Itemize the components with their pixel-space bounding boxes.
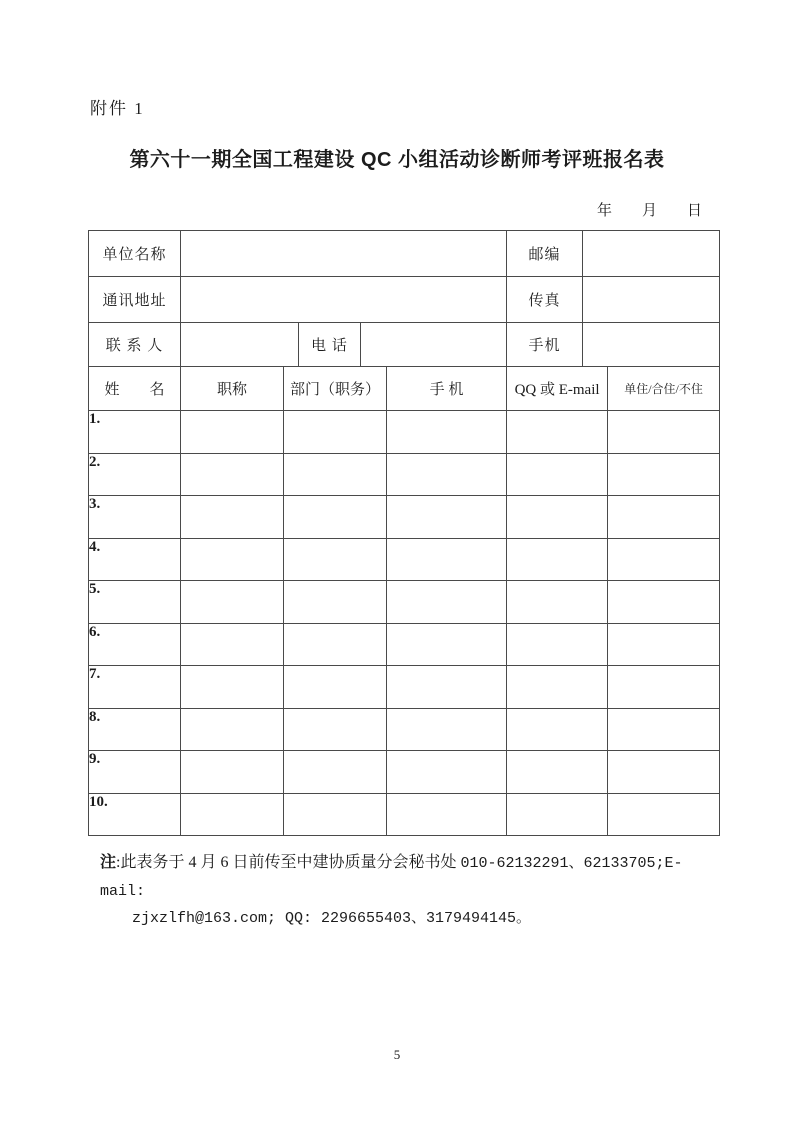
address-row bbox=[89, 277, 720, 323]
empty-cell bbox=[387, 496, 507, 539]
table-header-row bbox=[89, 367, 720, 411]
date-line: 年 月 日 bbox=[596, 203, 702, 219]
empty-cell bbox=[608, 793, 720, 836]
empty-cell bbox=[608, 496, 720, 539]
fax-value-cell bbox=[583, 277, 720, 323]
phone-label: 电 话 bbox=[299, 323, 361, 367]
empty-cell bbox=[608, 453, 720, 496]
empty-cell bbox=[387, 793, 507, 836]
empty-cell bbox=[181, 793, 284, 836]
header-qq-email: QQ 或 E-mail bbox=[507, 367, 608, 411]
empty-cell bbox=[387, 751, 507, 794]
empty-cell bbox=[284, 453, 387, 496]
address-value-cell bbox=[181, 277, 507, 323]
contact-person-label: 联 系 人 bbox=[89, 323, 181, 367]
empty-cell bbox=[387, 581, 507, 624]
empty-cell bbox=[284, 666, 387, 709]
footnote-prefix: 注 bbox=[100, 854, 117, 871]
empty-cell bbox=[387, 453, 507, 496]
table-row bbox=[89, 793, 720, 836]
footnote-line-2: zjxzlfh@163.com; QQ: 2296655403、3179494145。 bbox=[132, 910, 532, 927]
header-name: 姓 名 bbox=[89, 367, 181, 411]
registration-form-table bbox=[88, 230, 720, 836]
empty-cell bbox=[284, 751, 387, 794]
address-label: 通讯地址 bbox=[89, 277, 181, 323]
row-number-cell: 6. bbox=[89, 623, 181, 666]
empty-cell bbox=[181, 411, 284, 454]
table-row bbox=[89, 708, 720, 751]
table-row bbox=[89, 623, 720, 666]
header-mobile: 手 机 bbox=[387, 367, 507, 411]
mobile-label: 手机 bbox=[507, 323, 583, 367]
table-row bbox=[89, 538, 720, 581]
empty-cell bbox=[181, 666, 284, 709]
empty-cell bbox=[284, 496, 387, 539]
empty-cell bbox=[284, 708, 387, 751]
empty-cell bbox=[507, 623, 608, 666]
empty-cell bbox=[608, 666, 720, 709]
attachment-label: 附件 1 bbox=[90, 99, 145, 118]
header-room-option: 单住/合住/不住 bbox=[608, 367, 720, 411]
empty-cell bbox=[507, 708, 608, 751]
footnote-text: :此表务于 4 月 6 日前传至中建协质量分会秘书处 bbox=[116, 854, 461, 871]
empty-cell bbox=[387, 538, 507, 581]
empty-cell bbox=[507, 581, 608, 624]
header-job-title: 职称 bbox=[181, 367, 284, 411]
empty-cell bbox=[181, 496, 284, 539]
unit-name-row bbox=[89, 231, 720, 277]
row-number-cell: 9. bbox=[89, 751, 181, 794]
table-row bbox=[89, 496, 720, 539]
row-number-cell: 4. bbox=[89, 538, 181, 581]
table-row bbox=[89, 581, 720, 624]
empty-cell bbox=[284, 793, 387, 836]
mobile-value-cell bbox=[583, 323, 720, 367]
table-row bbox=[89, 666, 720, 709]
page-number: 5 bbox=[393, 1047, 401, 1062]
footnote-line-1 bbox=[100, 849, 720, 905]
table-row bbox=[89, 453, 720, 496]
contact-row bbox=[89, 323, 720, 367]
empty-cell bbox=[181, 623, 284, 666]
empty-cell bbox=[181, 751, 284, 794]
empty-cell bbox=[387, 623, 507, 666]
empty-cell bbox=[284, 538, 387, 581]
empty-cell bbox=[608, 751, 720, 794]
empty-cell bbox=[284, 623, 387, 666]
empty-cell bbox=[507, 666, 608, 709]
footnote bbox=[100, 849, 720, 932]
page-title: 第六十一期全国工程建设 QC 小组活动诊断师考评班报名表 bbox=[129, 149, 665, 171]
empty-cell bbox=[284, 411, 387, 454]
empty-cell bbox=[608, 538, 720, 581]
row-number-cell: 1. bbox=[89, 411, 181, 454]
empty-cell bbox=[608, 581, 720, 624]
phone-value-cell bbox=[361, 323, 507, 367]
row-number-cell: 7. bbox=[89, 666, 181, 709]
empty-cell bbox=[507, 751, 608, 794]
row-number-cell: 3. bbox=[89, 496, 181, 539]
row-number-cell: 8. bbox=[89, 708, 181, 751]
header-department: 部门（职务） bbox=[284, 367, 387, 411]
row-number-cell: 10. bbox=[89, 793, 181, 836]
empty-cell bbox=[608, 411, 720, 454]
empty-cell bbox=[507, 496, 608, 539]
footnote-phone-numbers: 010-62132291、62133705;E-mail: bbox=[100, 855, 683, 900]
empty-cell bbox=[284, 581, 387, 624]
empty-cell bbox=[608, 708, 720, 751]
empty-cell bbox=[181, 453, 284, 496]
postal-code-value-cell bbox=[583, 231, 720, 277]
empty-cell bbox=[507, 453, 608, 496]
unit-name-label: 单位名称 bbox=[89, 231, 181, 277]
empty-cell bbox=[507, 793, 608, 836]
empty-cell bbox=[387, 666, 507, 709]
fax-label: 传真 bbox=[507, 277, 583, 323]
empty-cell bbox=[181, 581, 284, 624]
postal-code-label: 邮编 bbox=[507, 231, 583, 277]
empty-cell bbox=[608, 623, 720, 666]
table-row bbox=[89, 411, 720, 454]
contact-person-value-cell bbox=[181, 323, 299, 367]
empty-cell bbox=[181, 708, 284, 751]
row-number-cell: 2. bbox=[89, 453, 181, 496]
unit-name-value-cell bbox=[181, 231, 507, 277]
table-row bbox=[89, 751, 720, 794]
row-number-cell: 5. bbox=[89, 581, 181, 624]
empty-cell bbox=[181, 538, 284, 581]
empty-cell bbox=[507, 538, 608, 581]
empty-cell bbox=[387, 708, 507, 751]
empty-cell bbox=[387, 411, 507, 454]
empty-cell bbox=[507, 411, 608, 454]
